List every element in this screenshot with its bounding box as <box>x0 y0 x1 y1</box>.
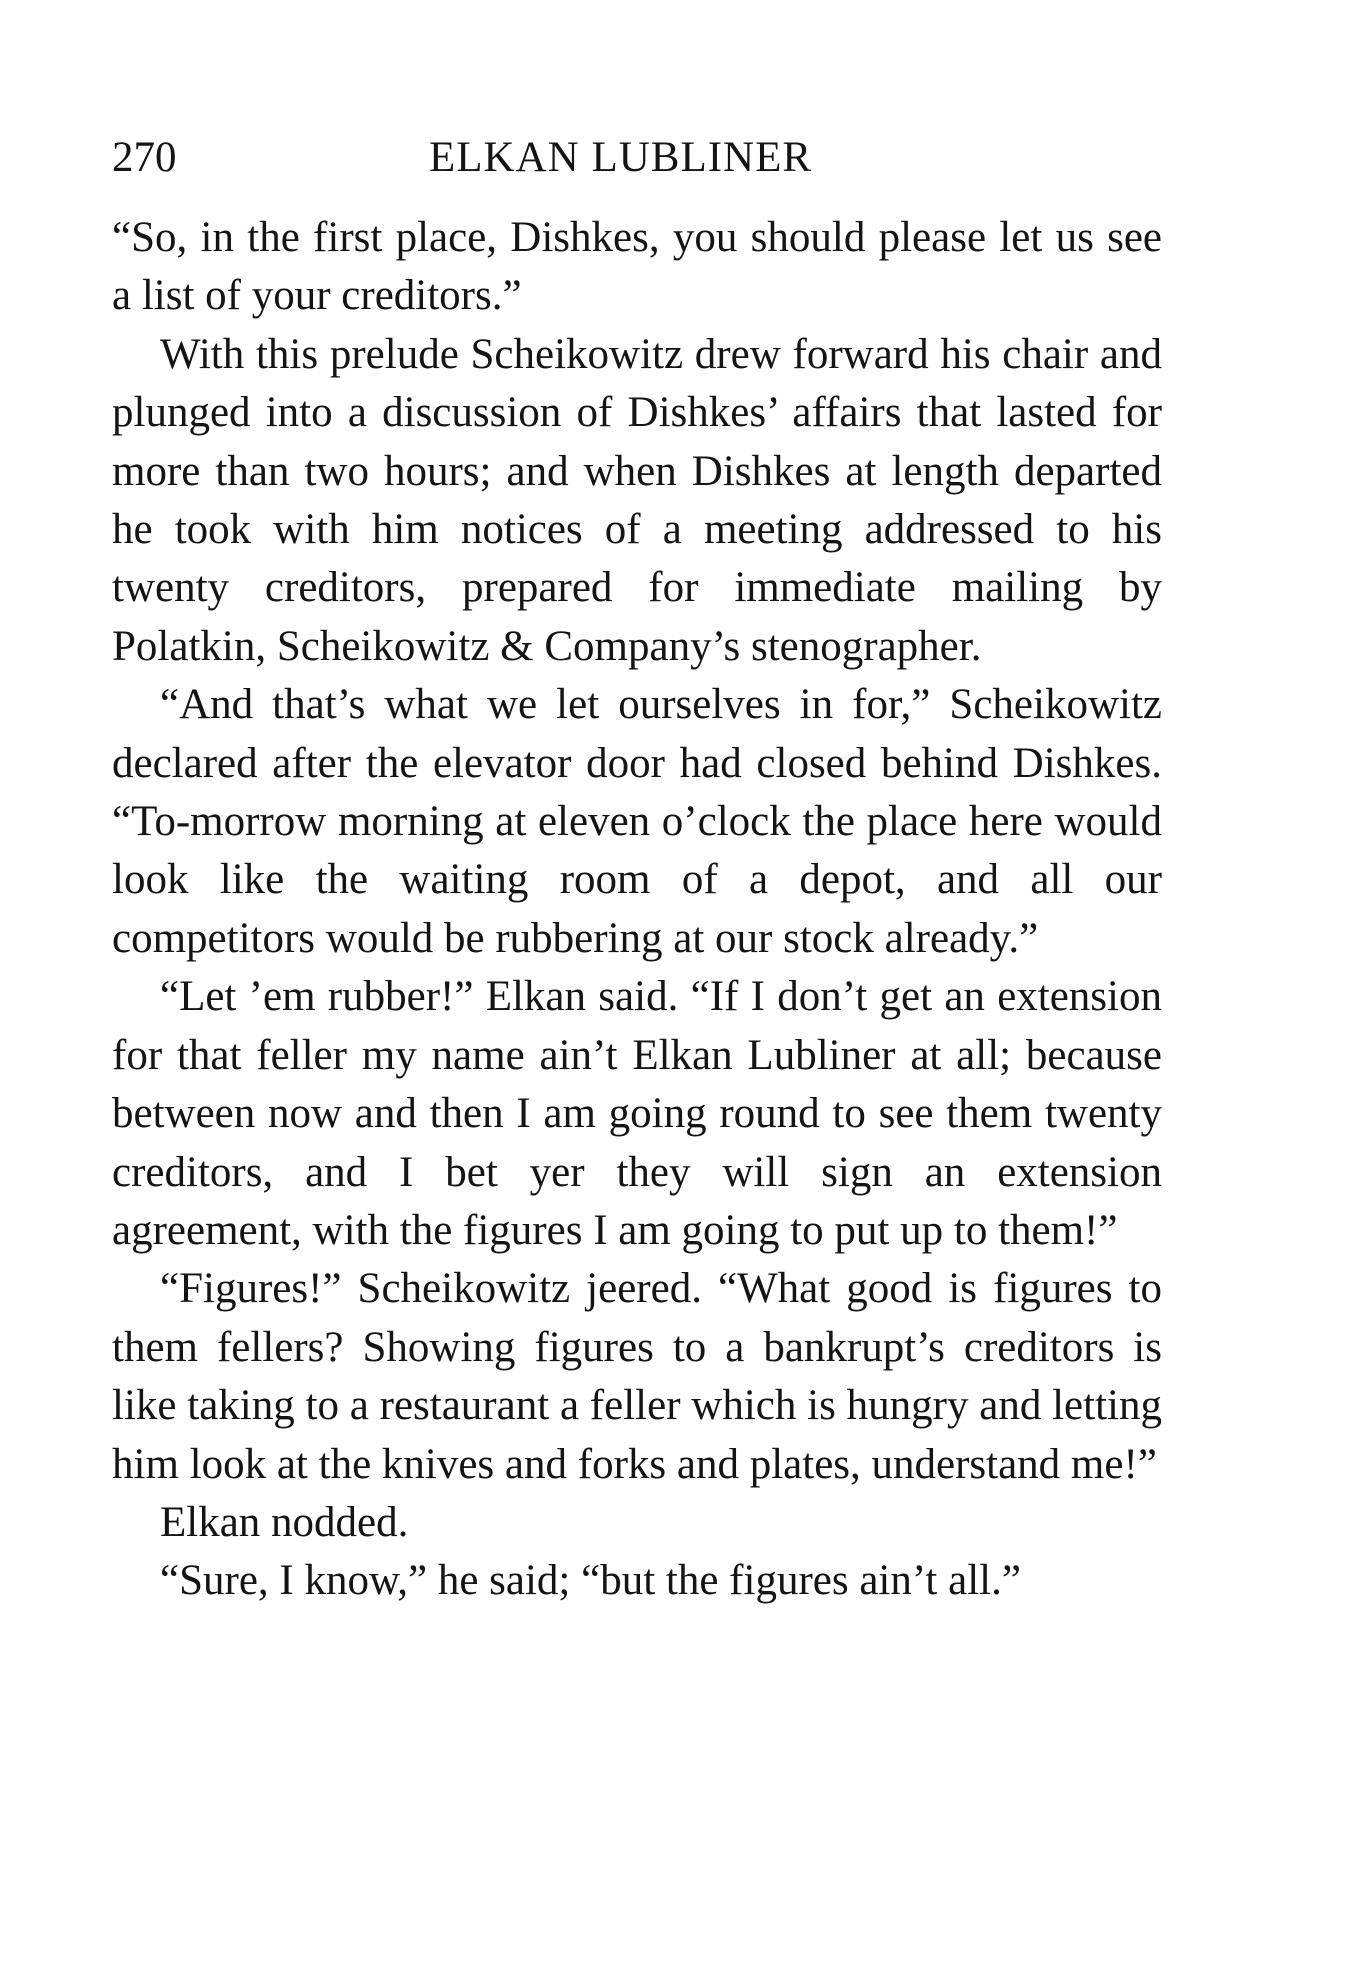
paragraph: With this prelude Scheikowitz drew forward his chair and plunged into a discussion of Dishkes’ affairs that lasted for more than two hours; and when Dishkes at length departed he took with him notices of a meeting addressed to his twenty creditors, prepared for immediate mailing by Polatkin, Scheikowitz & Company’s stenographer. <box>112 330 1162 670</box>
paragraph: Elkan nodded. <box>160 1498 409 1546</box>
paragraph: “So, in the first place, Dishkes, you should please let us see a list of your creditors.” <box>112 214 1162 320</box>
running-head <box>112 128 1162 188</box>
paragraph: “And that’s what we let ourselves in for,” Scheikowitz declared after the elevator door had closed behind Dishkes. “To-morrow morning at eleven o’clock the place here would look like the waiting room of a depot, and all our competitors would be rubbering at our stock already.” <box>112 681 1162 962</box>
paragraph: “Sure, I know,” he said; “but the figures ain’t all.” <box>160 1557 1021 1605</box>
running-title: ELKAN LUBLINER <box>429 134 813 181</box>
body-text <box>112 209 1162 1611</box>
paragraph: “Let ’em rubber!” Elkan said. “If I don’t get an extension for that feller my name ain’t Elkan Lubliner at all; because between now and then I am going round to see them twenty creditors, and I bet yer they will sign an extension agreement, with the figures I am going to put up to them!” <box>112 973 1162 1254</box>
paragraph: “Figures!” Scheikowitz jeered. “What good is figures to them fellers? Showing figures to a bankrupt’s creditors is like taking to a restaurant a feller which is hungry and letting him look at the knives and forks and plates, understand me!” <box>112 1265 1162 1488</box>
page-number: 270 <box>112 134 177 181</box>
